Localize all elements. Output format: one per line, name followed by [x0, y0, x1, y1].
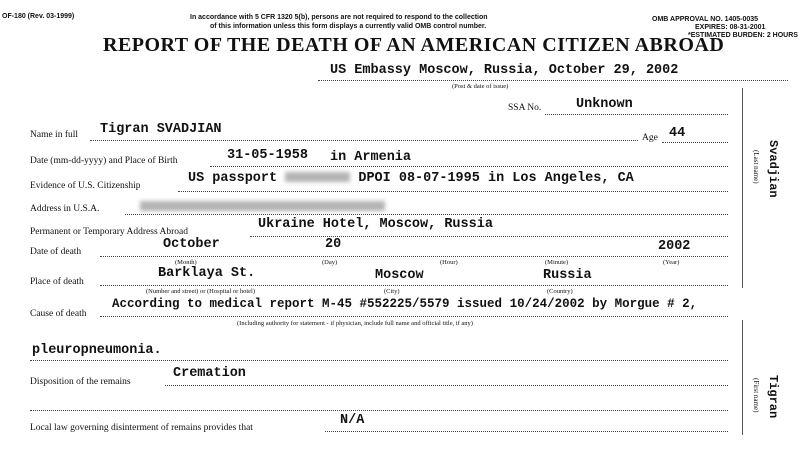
redacted-passport-number [285, 172, 350, 182]
age-line [662, 142, 728, 143]
form-id: OF-180 (Rev. 03-1999) [2, 13, 75, 20]
age-label: Age [642, 133, 658, 143]
disposition-value: Cremation [173, 366, 246, 381]
citizenship-issued-value: DPOI 08-07-1995 in Los Angeles, CA [358, 171, 634, 186]
dod-year-value: 2002 [658, 239, 691, 254]
side-first-name: Tigran [766, 375, 780, 419]
citizenship-value [188, 171, 634, 186]
dod-caption-year: (Year) [663, 259, 680, 266]
post-date-caption: (Post & date of issue) [452, 83, 509, 90]
redacted-address [140, 197, 385, 215]
pod-line [100, 285, 728, 286]
right-margin-bar-bottom [742, 320, 743, 435]
abroad-line [250, 236, 728, 237]
side-first-name-caption: (First name) [752, 378, 760, 413]
birthplace-value: in Armenia [330, 150, 412, 165]
side-last-name-caption: (Last name) [752, 150, 760, 184]
dod-label: Date of death [30, 247, 82, 257]
ssa-line [545, 114, 728, 115]
citizenship-line [178, 191, 728, 192]
cause-caption: (Including authority for statement - if physician, include full name and official title, if any) [237, 320, 473, 327]
dod-caption-month: (Month) [175, 259, 197, 266]
abroad-value: Ukraine Hotel, Moscow, Russia [258, 217, 493, 232]
dod-caption-minute: (Minute) [545, 259, 569, 266]
omb-line-1: OMB APPROVAL NO. 1405-0035 [652, 16, 759, 23]
citizenship-label: Evidence of U.S. Citizenship [30, 181, 141, 191]
abroad-label: Permanent or Temporary Address Abroad [30, 227, 188, 237]
name-label: Name in full [30, 130, 79, 140]
post-date-line [318, 80, 788, 81]
dob-label: Date (mm-dd-yyyy) and Place of Birth [30, 156, 178, 166]
dob-line [210, 166, 728, 167]
side-last-name: Svadjian [766, 140, 780, 198]
dod-line [100, 256, 728, 257]
disposition-line [165, 385, 728, 386]
cause-line [100, 316, 728, 317]
dod-caption-hour: (Hour) [440, 259, 458, 266]
dod-month-value: October [163, 237, 220, 252]
address-line [125, 214, 728, 215]
cause-value-line-2: pleuropneumonia. [32, 343, 162, 358]
page-title: REPORT OF THE DEATH OF AN AMERICAN CITIZEN ABROAD [103, 34, 725, 56]
local-law-line [325, 431, 728, 432]
pod-caption-city: (City) [384, 288, 400, 295]
notice-line-2: of this information unless this form displays a currently valid OMB control number. [210, 23, 487, 30]
ssa-label: SSA No. [508, 103, 542, 113]
disposition-label: Disposition of the remains [30, 377, 131, 387]
dob-value: 31-05-1958 [227, 148, 309, 163]
pod-label: Place of death [30, 277, 84, 287]
dod-day-value: 20 [325, 237, 342, 252]
cause-label: Cause of death [30, 309, 87, 319]
ssa-value: Unknown [576, 97, 633, 112]
cause-line-2 [30, 360, 728, 361]
name-value: Tigran SVADJIAN [100, 122, 222, 137]
dod-caption-day: (Day) [322, 259, 338, 266]
age-value: 44 [669, 126, 686, 141]
right-margin-bar-top [742, 88, 743, 288]
pod-country-value: Russia [543, 268, 592, 283]
cause-value: According to medical report M-45 #552225/5579 issued 10/24/2002 by Morgue # 2, [112, 297, 698, 311]
blank-line [30, 410, 728, 411]
pod-city-value: Moscow [375, 268, 424, 283]
omb-line-2: EXPIRES: 08-31-2001 [695, 24, 766, 31]
address-label: Address in U.S.A. [30, 204, 100, 214]
post-date-value: US Embassy Moscow, Russia, October 29, 2002 [330, 63, 679, 78]
local-law-label: Local law governing disinterment of remains provides that [30, 423, 253, 433]
citizenship-passport-label: US passport [188, 171, 278, 186]
local-law-value: N/A [340, 413, 365, 428]
pod-caption-street: (Number and street) or (Hospital or hotel) [146, 288, 256, 295]
notice-line-1: In accordance with 5 CFR 1320 5(b), persons are not required to respond to the collection [190, 14, 488, 21]
pod-caption-country: (Country) [547, 288, 573, 295]
redacted-address-block [140, 201, 385, 211]
pod-street-value: Barklaya St. [158, 266, 256, 281]
omb-line-3: *ESTIMATED BURDEN: 2 HOURS [688, 32, 798, 39]
name-line [90, 140, 638, 141]
